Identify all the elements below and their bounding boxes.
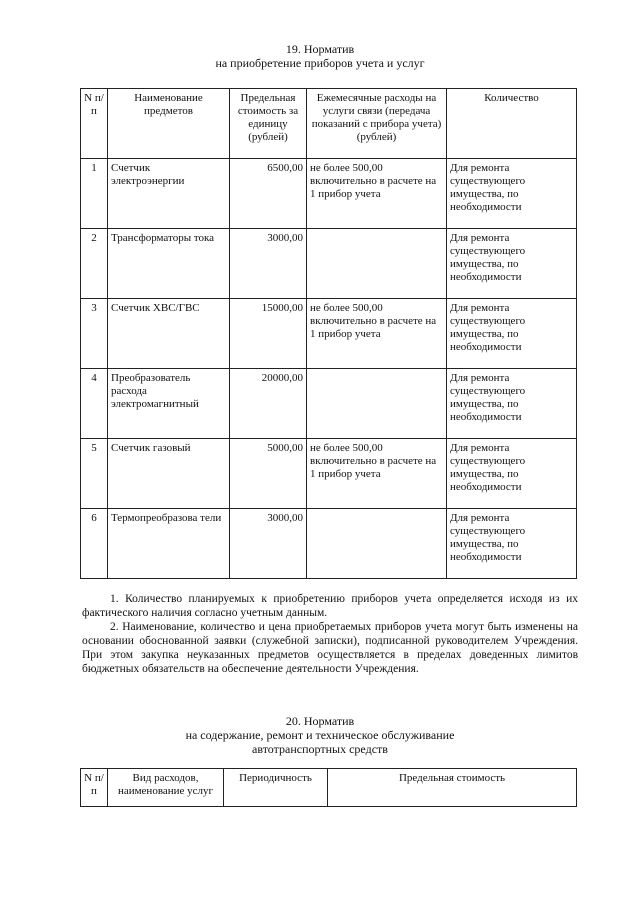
row-monthly-cost: не более 500,00 включительно в расчете на 1 прибор учета: [307, 299, 447, 369]
row-unit-price: 20000,00: [230, 369, 307, 439]
table-header-row: [81, 89, 577, 159]
row-item-name: Счетчик газовый: [108, 439, 230, 509]
section-20-title: 20. Норматив: [285, 714, 355, 728]
row-item-name: Преобразователь расхода электромагнитный: [108, 369, 230, 439]
table-row: [81, 439, 577, 509]
header-unit-price: Предельная стоимость за единицу (рублей): [230, 89, 307, 159]
row-unit-price: 3000,00: [230, 229, 307, 299]
vehicle-maintenance-table: [80, 768, 577, 807]
instruments-table: [80, 88, 577, 579]
row-number: 3: [81, 299, 108, 369]
row-unit-price: 15000,00: [230, 299, 307, 369]
row-monthly-cost: [307, 229, 447, 299]
row-quantity: Для ремонта существующего имущества, по необходимости: [447, 369, 577, 439]
section-20-subtitle-line1: на содержание, ремонт и техническое обслуживание: [185, 728, 455, 742]
row-item-name: Счетчик ХВС/ГВС: [108, 299, 230, 369]
row-quantity: Для ремонта существующего имущества, по необходимости: [447, 159, 577, 229]
header-item-name: Наименование предметов: [108, 89, 230, 159]
notes-block: [82, 592, 578, 676]
table-row: [81, 369, 577, 439]
row-quantity: Для ремонта существующего имущества, по необходимости: [447, 229, 577, 299]
row-number: 4: [81, 369, 108, 439]
row-monthly-cost: не более 500,00 включительно в расчете на 1 прибор учета: [307, 439, 447, 509]
row-item-name: Трансформаторы тока: [108, 229, 230, 299]
header-max-cost: Предельная стоимость: [328, 769, 577, 807]
row-unit-price: 5000,00: [230, 439, 307, 509]
section-19-title: 19. Норматив: [285, 42, 355, 56]
note-1: 1. Количество планируемых к приобретению приборов учета определяется исходя из их фактического наличия согласно учетным данным.: [82, 593, 578, 619]
section-19-subtitle: на приобретение приборов учета и услуг: [215, 56, 425, 70]
header-number: N п/п: [81, 89, 108, 159]
row-number: 5: [81, 439, 108, 509]
row-quantity: Для ремонта существующего имущества, по необходимости: [447, 299, 577, 369]
table-row: [81, 299, 577, 369]
row-number: 1: [81, 159, 108, 229]
row-quantity: Для ремонта существующего имущества, по необходимости: [447, 509, 577, 579]
row-quantity: Для ремонта существующего имущества, по необходимости: [447, 439, 577, 509]
row-unit-price: 6500,00: [230, 159, 307, 229]
header-expense-type: Вид расходов, наименование услуг: [108, 769, 224, 807]
row-number: 2: [81, 229, 108, 299]
row-monthly-cost: [307, 369, 447, 439]
header-monthly-cost: Ежемесячные расходы на услуги связи (передача показаний с прибора учета) (рублей): [307, 89, 447, 159]
row-number: 6: [81, 509, 108, 579]
header-quantity: Количество: [447, 89, 577, 159]
header-number: N п/п: [81, 769, 108, 807]
row-monthly-cost: [307, 509, 447, 579]
row-unit-price: 3000,00: [230, 509, 307, 579]
section-20-subtitle-line2: автотранспортных средств: [252, 742, 388, 756]
row-monthly-cost: не более 500,00 включительно в расчете на 1 прибор учета: [307, 159, 447, 229]
row-item-name: Термопреобразова тели: [108, 509, 230, 579]
note-2: 2. Наименование, количество и цена приобретаемых приборов учета могут быть изменены на основании обоснованной заявки (служебной записки), подписанной руководителем Учреждения. При этом закупка неуказанных предметов осуществляется в пределах доведенных лимитов бюджетных обязательств на обеспечение деятельности Учреждения.: [82, 621, 578, 675]
table-row: [81, 229, 577, 299]
table-row: [81, 509, 577, 579]
table-header-row: [81, 769, 577, 807]
table-row: [81, 159, 577, 229]
row-item-name: Счетчик электроэнергии: [108, 159, 230, 229]
header-periodicity: Периодичность: [224, 769, 328, 807]
